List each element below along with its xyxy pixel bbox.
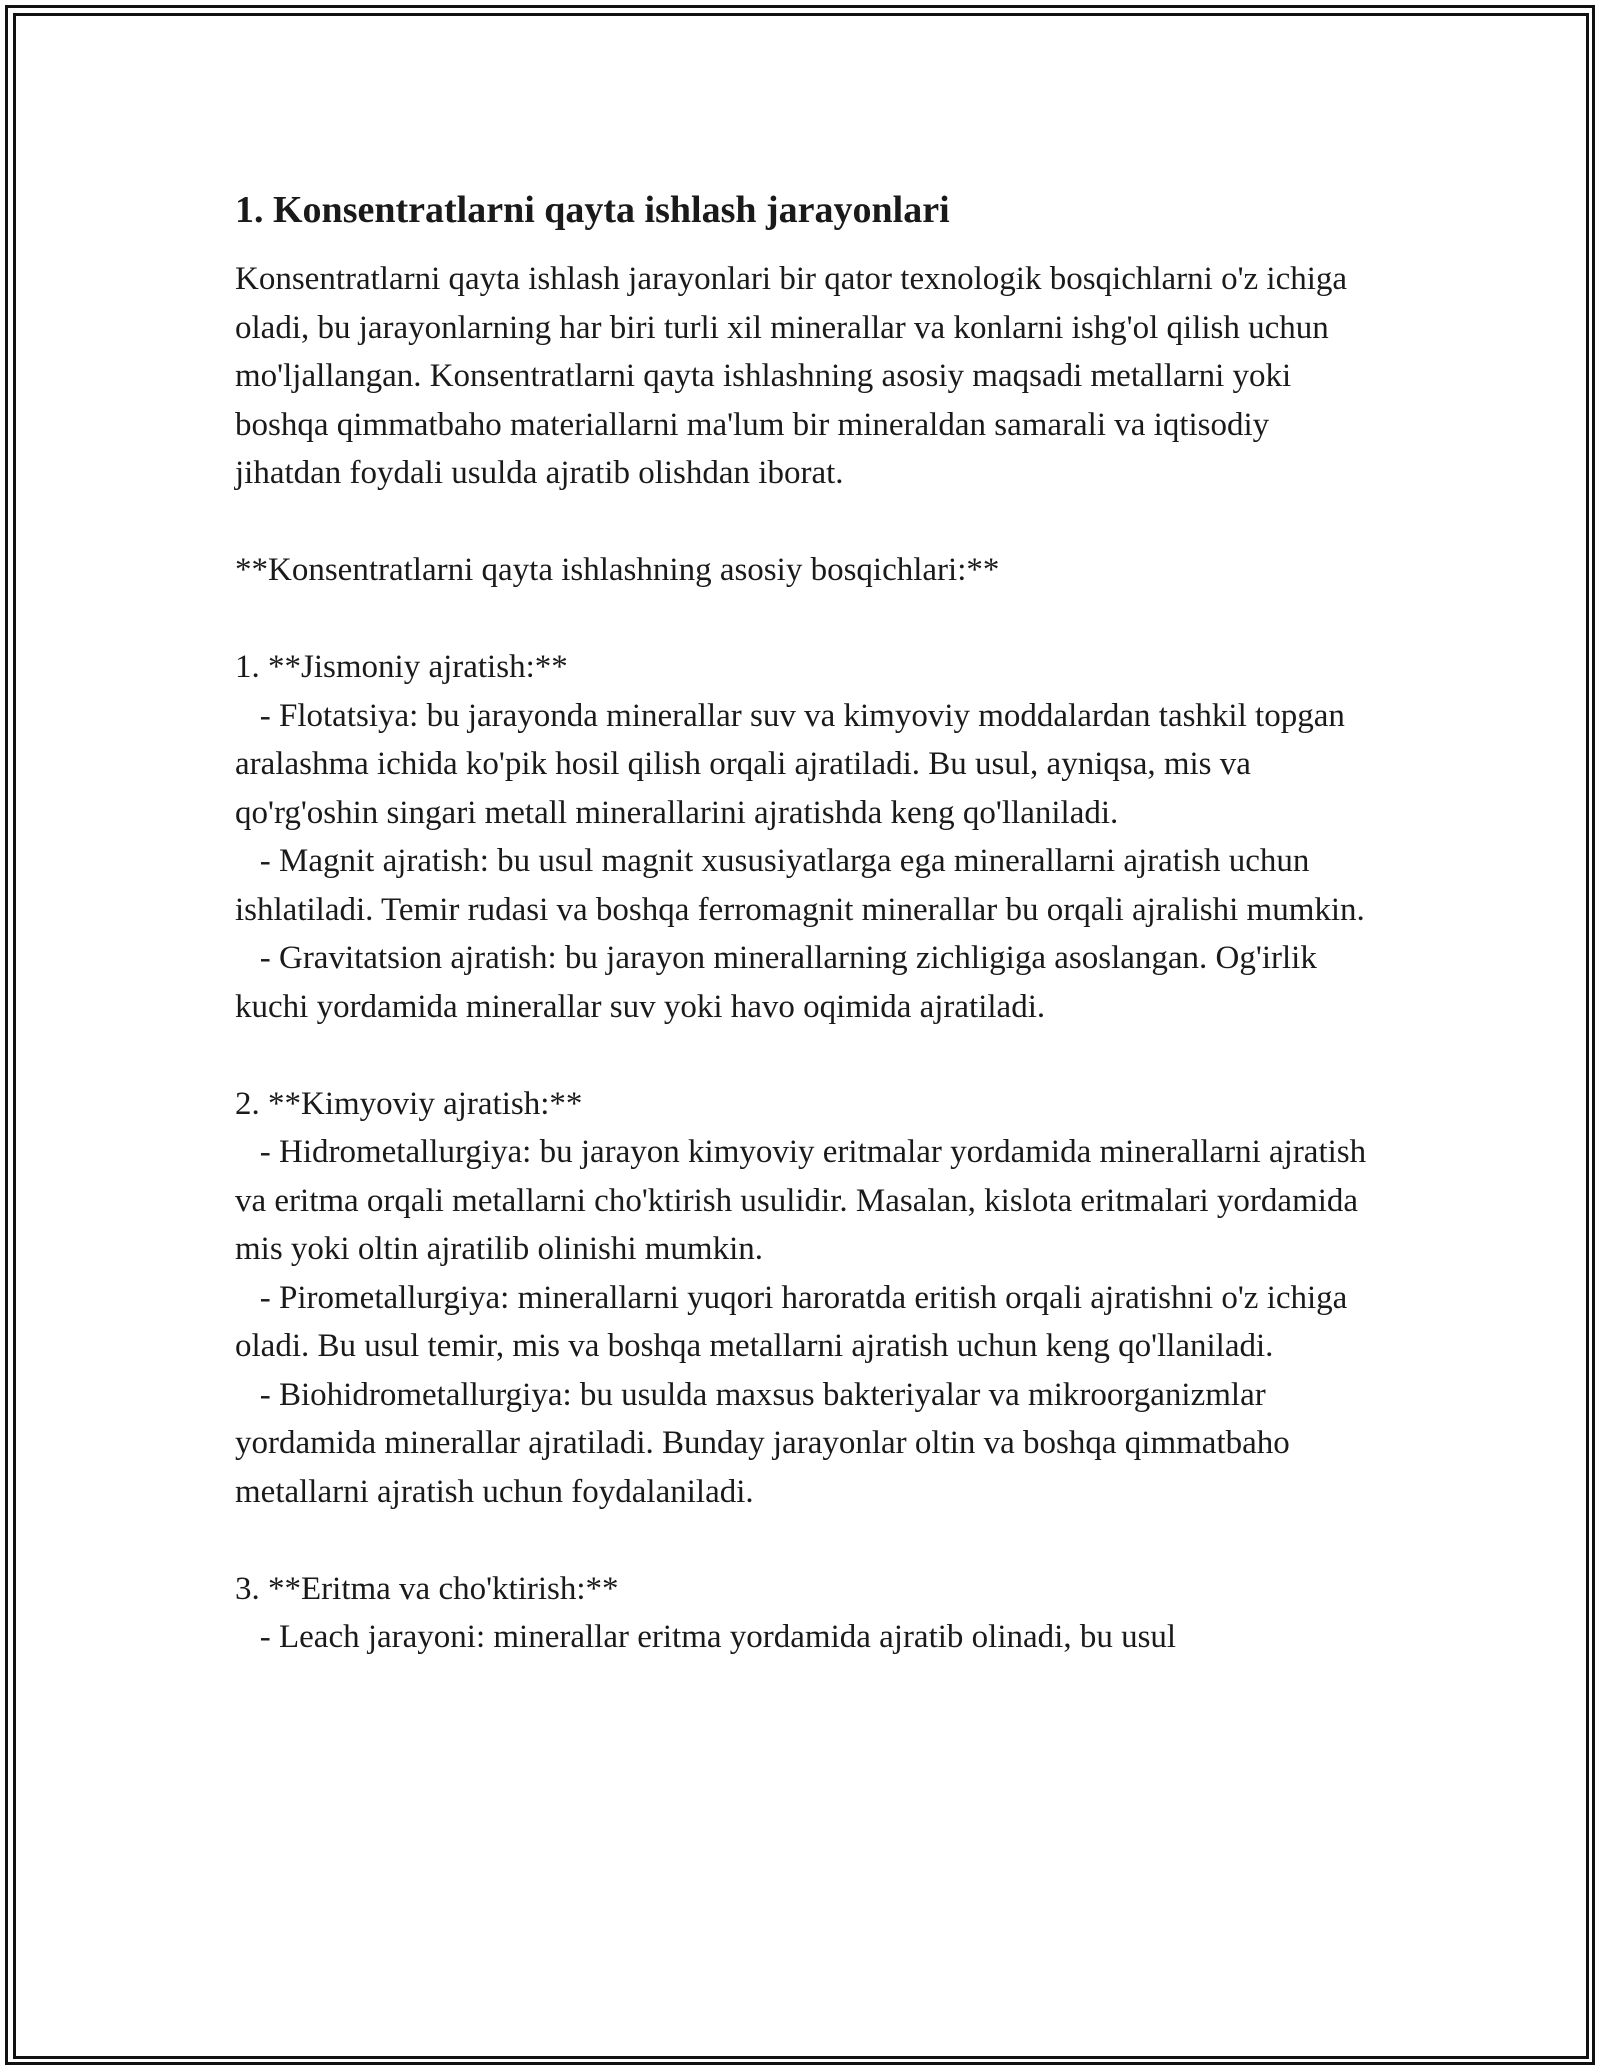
stages-heading: **Konsentratlarni qayta ishlashning asosiy bosqichlari:**	[235, 552, 1000, 588]
section-heading: 1. **Jismoniy ajratish:**	[235, 649, 568, 685]
list-item: - Pirometallurgiya: minerallarni yuqori haroratda eritish orqali ajratishni o'z ichiga oladi. Bu usul temir, mis va boshqa metallarni ajratish uchun keng qo'llaniladi.	[235, 1279, 1356, 1364]
spacer	[235, 1031, 1370, 1080]
document-title: 1. Konsentratlarni qayta ishlash jarayonlari	[235, 189, 950, 231]
section-heading: 2. **Kimyoviy ajratish:**	[235, 1085, 583, 1122]
list-item: - Flotatsiya: bu jarayonda minerallar suv va kimyoviy moddalardan tashkil topgan aralashma ichida ko'pik hosil qilish orqali ajratiladi. Bu usul, ayniqsa, mis va qo'rg'oshin singari metall minerallarini ajratishda keng qo'llaniladi.	[235, 697, 1354, 831]
section-physical-separation	[235, 643, 1370, 1031]
section-chemical-separation	[235, 1080, 1375, 1517]
spacer	[235, 498, 1370, 547]
spacer	[235, 1516, 1370, 1565]
list-item: - Magnit ajratish: bu usul magnit xususiyatlarga ega minerallarni ajratish uchun ishlatiladi. Temir rudasi va boshqa ferromagnit minerallar bu orqali ajralishi mumkin.	[235, 843, 1365, 928]
section-heading: 3. **Eritma va cho'ktirish:**	[235, 1570, 619, 1607]
list-item: - Biohidrometallurgiya: bu usulda maxsus bakteriyalar va mikroorganizmlar yordamida minerallar ajratiladi. Bunday jarayonlar oltin va boshqa qimmatbaho metallarni ajratish uchun foydalaniladi.	[235, 1376, 1299, 1510]
intro-paragraph: Konsentratlarni qayta ishlash jarayonlari bir qator texnologik bosqichlarni o'z ichiga oladi, bu jarayonlarning har biri turli xil minerallar va konlarni ishg'ol qilish uchun mo'ljallangan. Konsentratlarni qayta ishlashning asosiy maqsadi metallarni yoki boshqa qimmatbaho materiallarni ma'lum bir mineraldan samarali va iqtisodiy jihatdan foydali usulda ajratib olishdan iborat.	[235, 261, 1356, 491]
document-body	[235, 185, 1375, 1662]
list-item: - Gravitatsion ajratish: bu jarayon minerallarning zichligiga asoslangan. Og'irlik kuchi yordamida minerallar suv yoki havo oqimida ajratiladi.	[235, 940, 1326, 1025]
section-solution-precipitation	[235, 1565, 1370, 1662]
list-item: - Hidrometallurgiya: bu jarayon kimyoviy eritmalar yordamida minerallarni ajratish va eritma orqali metallarni cho'ktirish usulidir. Masalan, kislota eritmalari yordamida mis yoki oltin ajratilib olinishi mumkin.	[235, 1134, 1375, 1267]
list-item: - Leach jarayoni: minerallar eritma yordamida ajratib olinadi, bu usul	[235, 1619, 1177, 1655]
spacer	[235, 595, 1370, 644]
